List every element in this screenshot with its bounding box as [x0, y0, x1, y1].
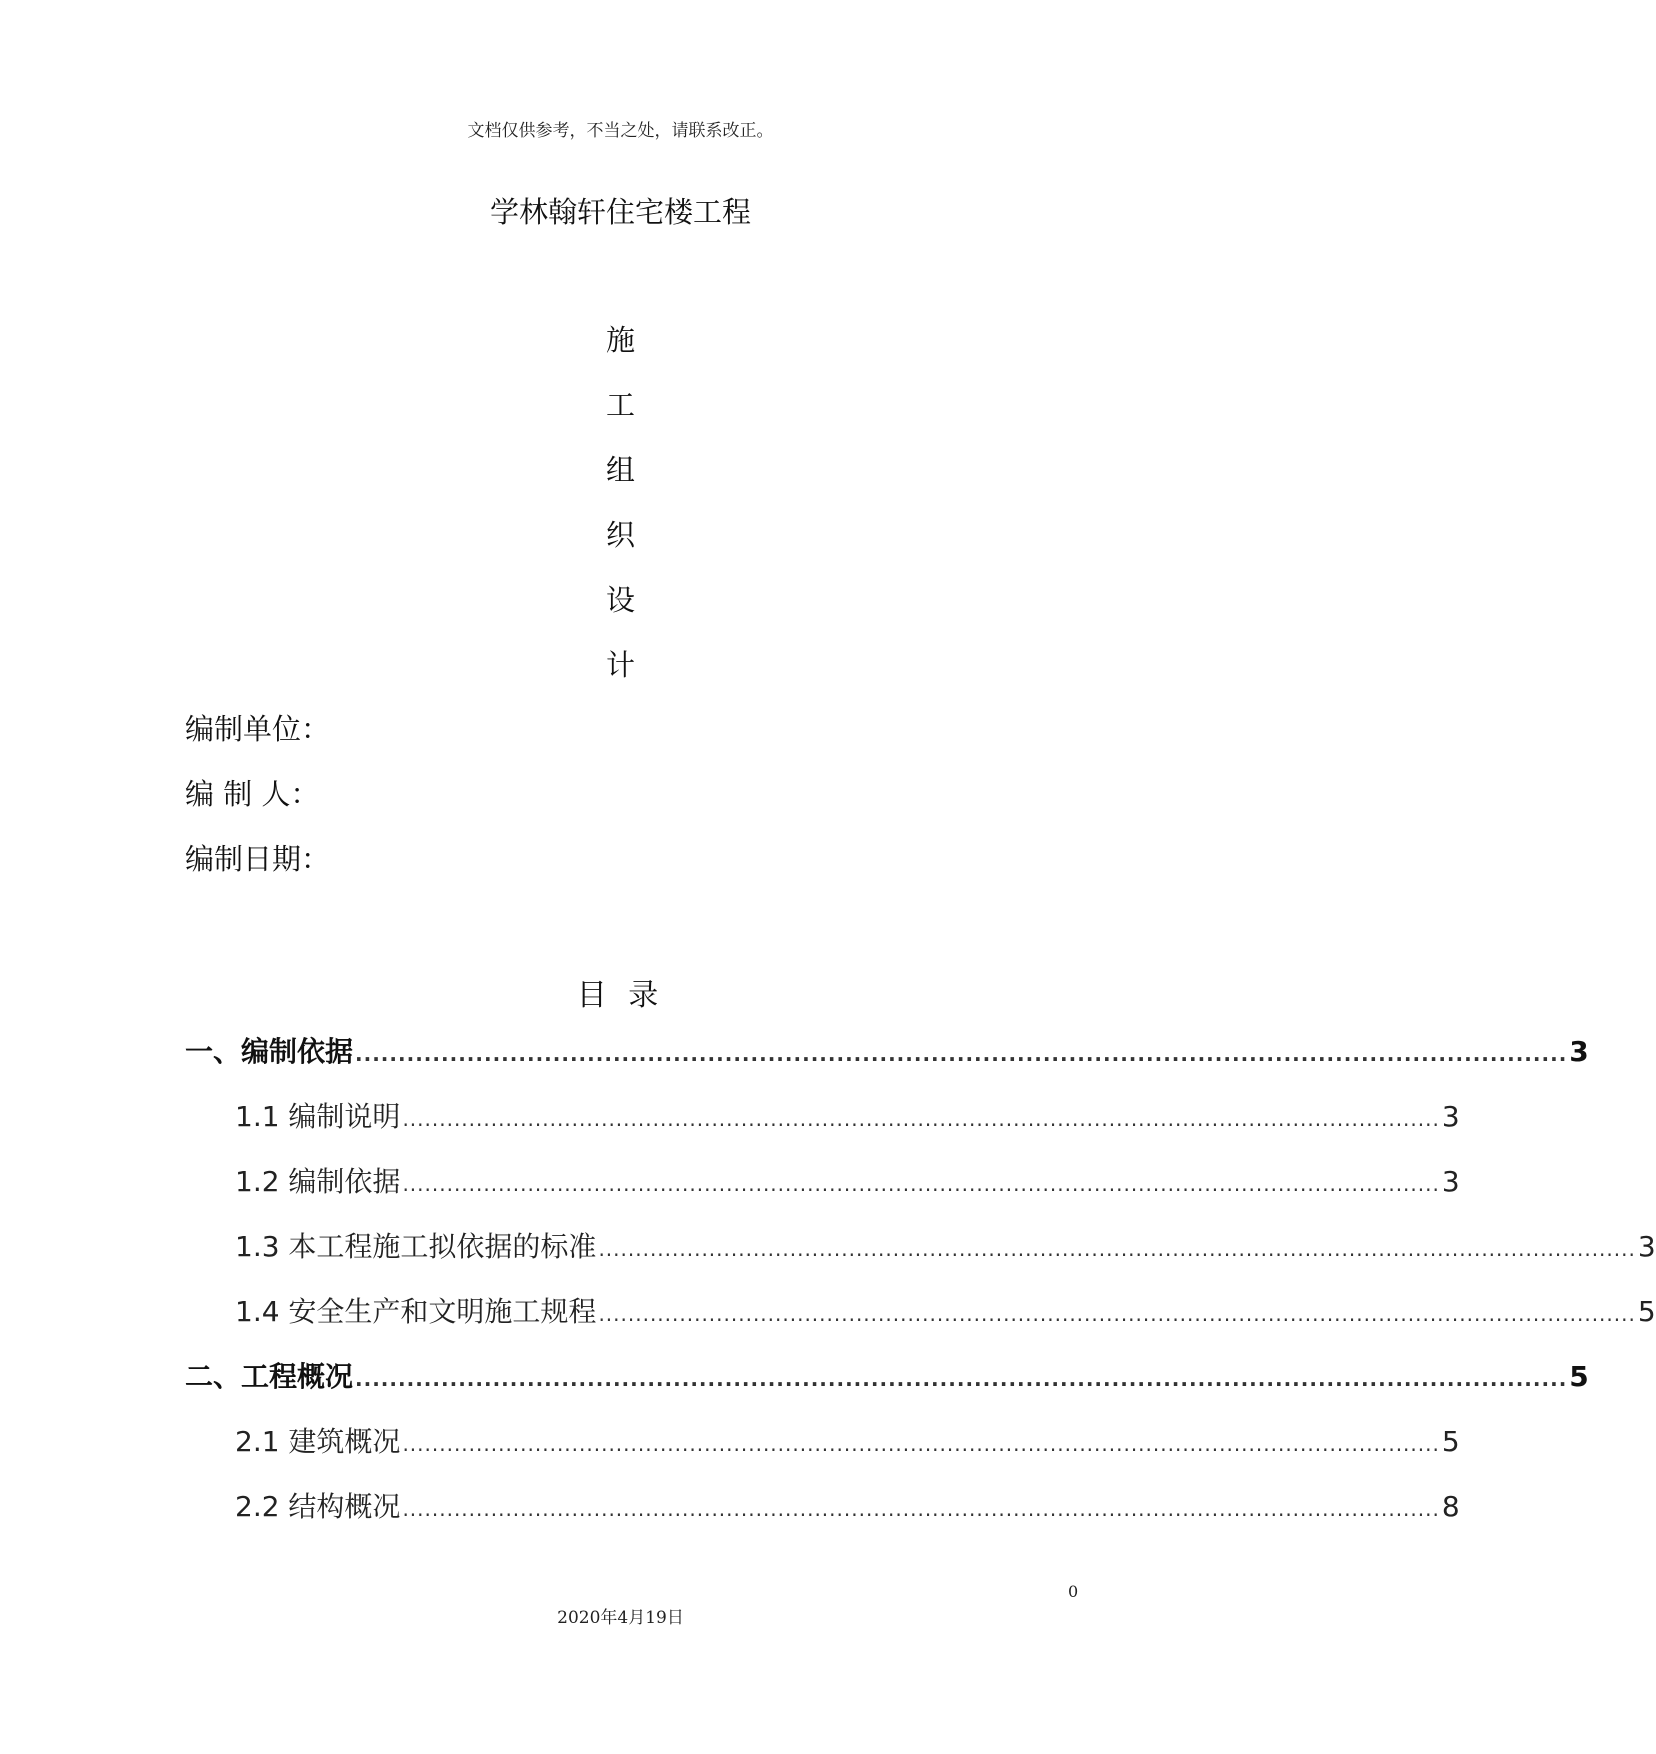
toc-leader-dots: ............................................................................................................................................. — [402, 1107, 1440, 1131]
toc-leader-dots: ............................................................................................................................................. — [402, 1497, 1440, 1521]
field-unit: 编制单位： — [185, 712, 331, 746]
toc-entry-page: 3 — [1441, 1165, 1460, 1198]
toc-entry-label: 1.3 本工程施工拟依据的标准 — [235, 1230, 597, 1263]
toc-leader-dots: ............................................................................................................................................. — [598, 1237, 1636, 1261]
toc-entry-label: 2.2 结构概况 — [235, 1490, 401, 1523]
field-date: 编制日期： — [185, 842, 331, 876]
vertical-title-char: 织 — [605, 518, 635, 552]
toc-entry-label: 1.4 安全生产和文明施工规程 — [235, 1295, 597, 1328]
toc-entry-label: 一、编制依据 — [185, 1035, 354, 1068]
toc-entry-page: 5 — [1637, 1295, 1656, 1328]
project-title: 学林翰轩住宅楼工程 — [489, 195, 751, 229]
footer-date: 2020年4月19日 — [557, 1608, 684, 1628]
toc-leader-dots: ............................................................................................................................................. — [355, 1042, 1568, 1066]
toc-entry[interactable] — [235, 1420, 1460, 1460]
vertical-title-char: 计 — [605, 648, 635, 682]
vertical-title-char: 组 — [605, 453, 635, 487]
vertical-title-char: 施 — [605, 323, 635, 357]
toc-entry-page: 3 — [1637, 1230, 1656, 1263]
toc-entry-label: 2.1 建筑概况 — [235, 1425, 401, 1458]
toc-entry[interactable] — [235, 1485, 1460, 1525]
toc-entry[interactable] — [235, 1095, 1460, 1135]
toc-leader-dots: ............................................................................................................................................. — [598, 1302, 1636, 1326]
toc-entry[interactable] — [235, 1225, 1656, 1265]
toc-leader-dots: ............................................................................................................................................. — [402, 1172, 1440, 1196]
page-number: 0 — [1068, 1582, 1079, 1601]
header-note: 文档仅供参考，不当之处，请联系改正。 — [467, 121, 774, 141]
toc-leader-dots: ............................................................................................................................................. — [402, 1432, 1440, 1456]
toc-entry-label: 1.2 编制依据 — [235, 1165, 401, 1198]
toc-entry-page: 5 — [1441, 1425, 1460, 1458]
toc-entry-page: 5 — [1569, 1360, 1589, 1393]
toc-entry[interactable] — [185, 1355, 1589, 1395]
toc-entry-label: 1.1 编制说明 — [235, 1100, 401, 1133]
vertical-title-char: 设 — [605, 583, 635, 617]
toc-entry[interactable] — [235, 1160, 1460, 1200]
toc-entry-page: 8 — [1441, 1490, 1460, 1523]
toc-entry-page: 3 — [1441, 1100, 1460, 1133]
toc-title: 目 录 — [576, 978, 665, 1013]
toc-entry-page: 3 — [1569, 1035, 1589, 1068]
toc-leader-dots: ............................................................................................................................................. — [355, 1367, 1568, 1391]
vertical-title-char: 工 — [605, 388, 635, 422]
toc-entry[interactable] — [185, 1030, 1589, 1070]
toc-entry[interactable] — [235, 1290, 1656, 1330]
field-person: 编 制 人： — [185, 777, 320, 811]
toc-entry-label: 二、工程概况 — [185, 1360, 354, 1393]
